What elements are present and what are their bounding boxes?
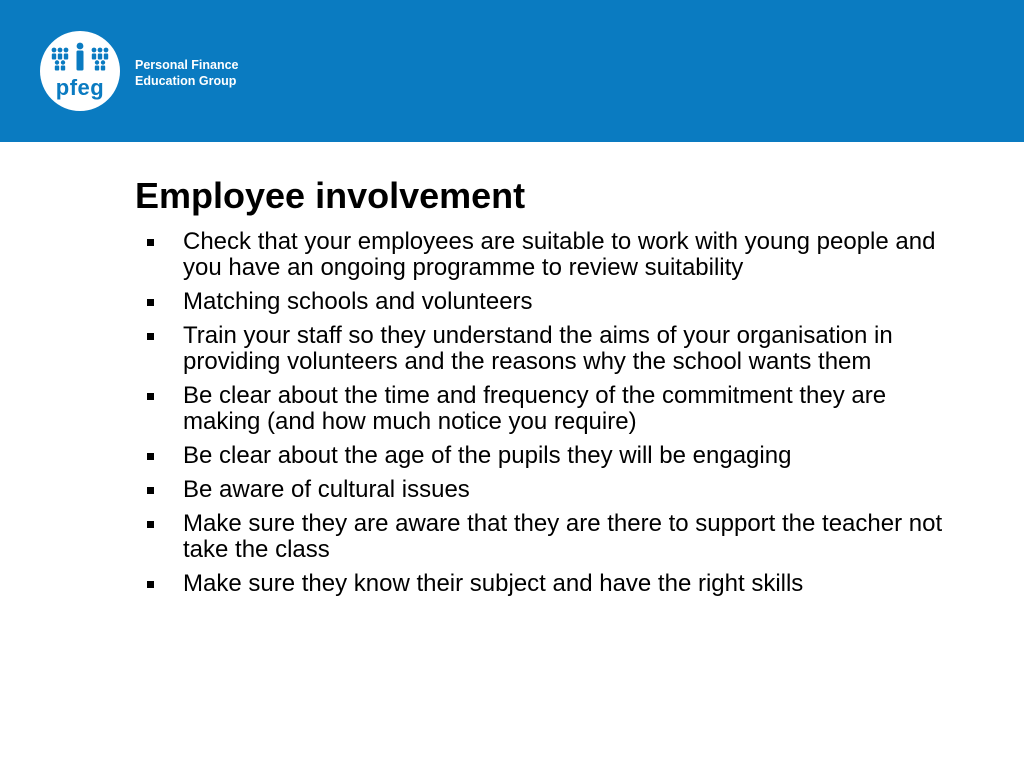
org-name-line: Education Group: [135, 74, 237, 88]
bullet-text: Be clear about the age of the pupils they will be engaging: [183, 442, 792, 469]
org-name-line: Personal Finance: [135, 58, 239, 72]
bullet-item: [145, 289, 965, 315]
bullet-text: Make sure they know their subject and have the right skills: [183, 570, 804, 597]
bullet-text: Be clear about the time and frequency of the commitment they are making (and how much notice you require): [183, 382, 887, 435]
square-bullet-icon: [147, 581, 154, 588]
bullet-item: [145, 443, 965, 469]
square-bullet-icon: [147, 393, 154, 400]
slide-title: Employee involvement: [135, 175, 526, 216]
square-bullet-icon: [147, 521, 154, 528]
bullet-item: [145, 571, 965, 597]
square-bullet-icon: [147, 239, 154, 246]
bullet-item: [145, 511, 965, 563]
bullet-item: [145, 323, 965, 375]
bullet-list: [145, 229, 965, 605]
org-name: [135, 57, 239, 89]
bullet-item: [145, 229, 965, 281]
square-bullet-icon: [147, 333, 154, 340]
bullet-item: [145, 477, 965, 503]
bullet-text: Be aware of cultural issues: [183, 476, 470, 503]
pfeg-logo: [40, 31, 120, 111]
square-bullet-icon: [147, 453, 154, 460]
bullet-text: Make sure they are aware that they are there to support the teacher not take the class: [183, 510, 943, 563]
header-band: [0, 0, 1024, 142]
bullet-text: Train your staff so they understand the aims of your organisation in providing volunteers and the reasons why the school wants them: [183, 322, 893, 375]
logo-abbreviation: pfeg: [55, 75, 105, 100]
square-bullet-icon: [147, 299, 154, 306]
bullet-text: Check that your employees are suitable to work with young people and you have an ongoing programme to review suitability: [183, 228, 936, 281]
people-group-icon: [48, 41, 112, 77]
square-bullet-icon: [147, 487, 154, 494]
bullet-text: Matching schools and volunteers: [183, 288, 533, 315]
bullet-item: [145, 383, 965, 435]
